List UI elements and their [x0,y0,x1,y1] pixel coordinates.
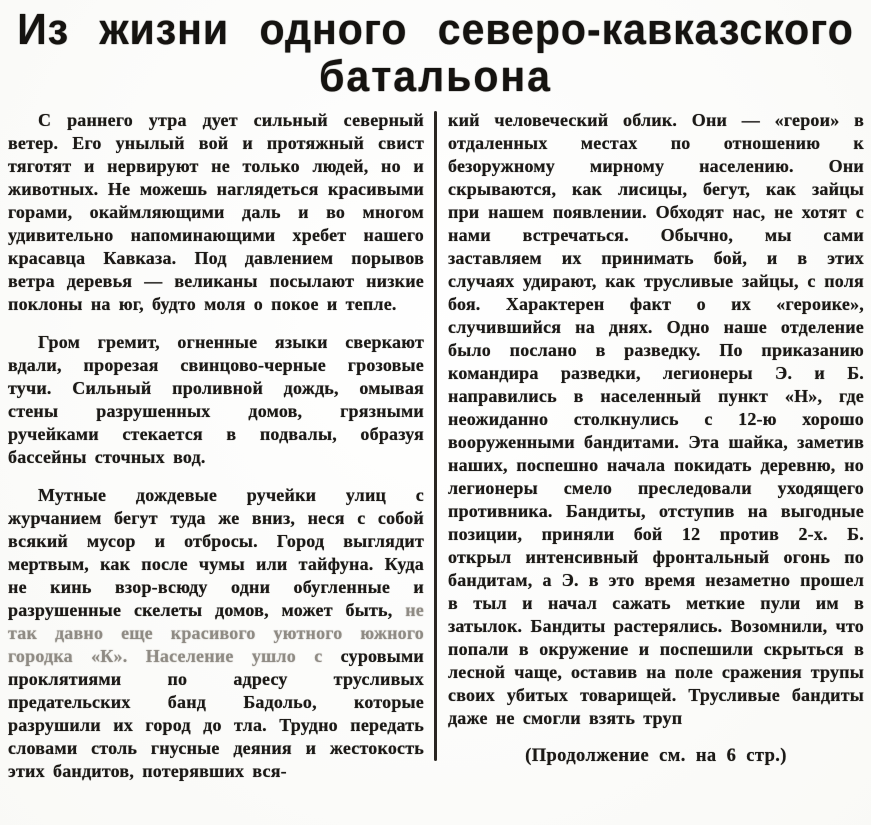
paragraph-segment: Мутные дождевые ручейки улиц с журчанием бегут туда же вниз, неся с собой всякий мусор и отбросы. Город выглядит мертвым, как после чумы или тайфуна. Куда не кинь взор-всюду одни обугленные и разрушенные скелеты домов, может быть, [8,485,424,621]
article-paragraph: С раннего утра дует сильный северный ветер. Его унылый вой и протяжный свист тяготят и нервируют не только людей, но и животных. Не можешь наглядеться красивыми горами, окаймляющими даль и во многом удивительно напоминающими хребет нашего красавца Кавказа. Под давлением порывов ветра деревья — великаны посылают низкие поклоны на юг, будто моля о покое и тепле. [8,110,424,315]
left-column [8,109,424,783]
article-paragraph: кий человеческий облик. Они — «герои» в отдаленных местах по отношению к безоружному мирному населению. Они скрываются, как лисицы, бегут, как зайцы при нашем появлении. Обходят нас, не хотят с нами встречаться. Обычно, мы сами заставляем их принимать бой, и в этих случаях удирают, как трусливые зайцы, с поля боя. Характерен факт о их «героике», случившийся на днях. Одно наше отделение было послано в разведку. По приказанию командира разведки, легионеры Э. и Б. направились в населенный пункт «Н», где неожиданно столкнулись с 12-ю хорошо вооруженными бандитами. Эта шайка, заметив наших, поспешно начала покидать деревню, но легионеры смело преследовали уходящего противника. Бандиты, отступив на выгодные позиции, приняли бой 12 против 2-х. Б. открыл интенсивный фронтальный огонь по бандитам, а Э. в это время незаметно прошел в тыл и начал сажать меткие пули им в затылок. Бандиты растерялись. Возомнили, что попали в окружение и поспешили скрыться в лесной чаще, оставив на поле сражения трупы своих убитых товарищей. Трусливые бандиты даже не смогли взять труп [448,110,864,729]
paragraph-segment-faded: не так давно еще красивого уютного южного городка «К». Население ушло с [8,600,424,667]
paragraph-segment: суровыми проклятиями по адресу трусливых предательских банд Бадольо, которые разрушили их город до тла. Трудно передать словами столь гнусные деяния и жестокость этих бандитов, потерявших вся- [8,646,424,782]
continuation-note: (Продолжение см. на 6 стр.) [525,746,787,767]
article-title-line-1: Из жизни одного северо-кавказского [17,4,854,54]
article-title-line-2: батальона [319,51,552,100]
article-paragraph: Гром гремит, огненные языки сверкают вдали, прорезая свинцово-черные грозовые тучи. Сильный проливной дождь, омывая стены разрушенных домов, грязными ручейками стекается в подвалы, образуя бассейны сточных вод. [8,332,424,468]
article-paragraph [8,484,424,783]
article-body [0,109,871,783]
right-column [448,109,864,783]
article-title [0,0,871,100]
column-divider [434,111,437,761]
